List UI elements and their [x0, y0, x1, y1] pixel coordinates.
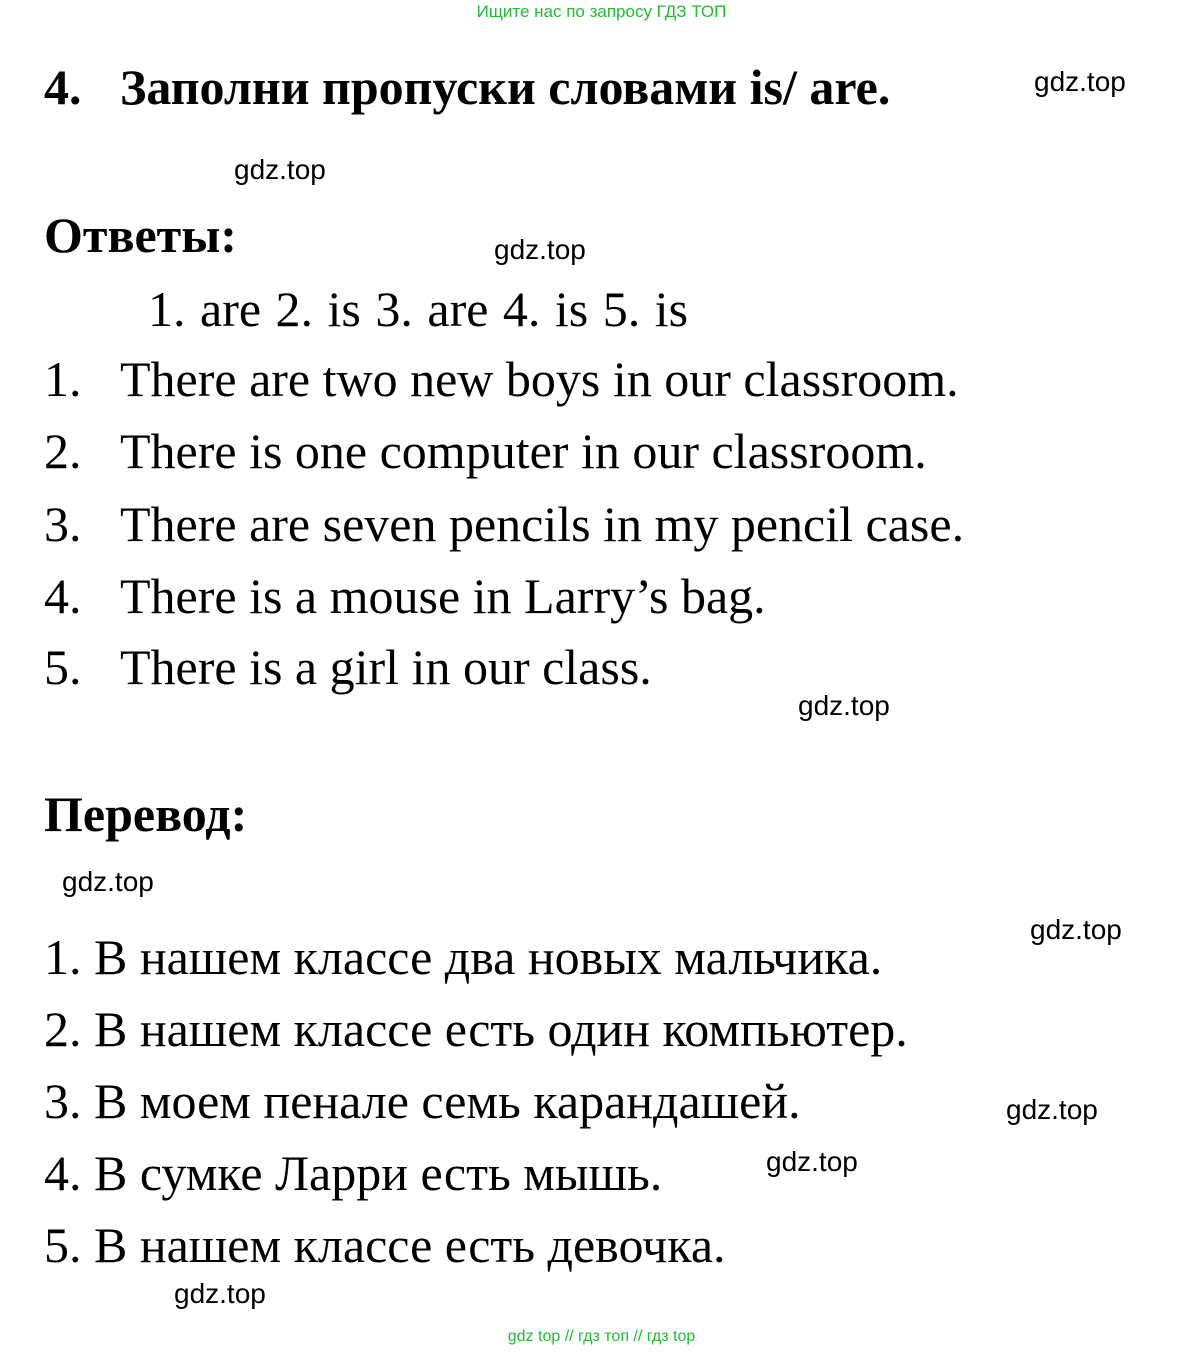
answer-sentence	[44, 422, 927, 480]
translation-heading: Перевод:	[44, 786, 248, 842]
sentence-text: There is a girl in our class.	[120, 639, 652, 695]
translation-line: 3. В моем пенале семь карандашей.	[44, 1073, 801, 1129]
watermark: gdz.top	[798, 690, 890, 721]
sentence-number: 3.	[44, 496, 82, 552]
translation-line: 5. В нашем классе есть девочка.	[44, 1217, 726, 1273]
translation-line: 4. В сумке Ларри есть мышь.	[44, 1145, 663, 1201]
sentence-text: There are seven pencils in my pencil case.	[120, 496, 965, 552]
answers-heading: Ответы:	[44, 207, 237, 263]
sentence-number: 4.	[44, 568, 82, 624]
task-instruction: Заполни пропуски словами is/ are.	[120, 59, 891, 115]
answer-sentence	[44, 567, 766, 625]
watermark: gdz.top	[174, 1278, 266, 1309]
sentence-text: There is a mouse in Larry’s bag.	[120, 568, 766, 624]
translation-line: 1. В нашем классе два новых мальчика.	[44, 929, 883, 985]
footer-banner: gdz top // гдз топ // гдз top	[507, 1328, 696, 1345]
top-banner: Ищите нас по запросу ГДЗ ТОП	[476, 2, 727, 21]
watermark: gdz.top	[1030, 914, 1122, 945]
sentence-number: 1.	[44, 351, 82, 407]
watermark: gdz.top	[1006, 1094, 1098, 1125]
watermark: gdz.top	[1034, 66, 1126, 97]
sentence-number: 2.	[44, 423, 82, 479]
watermark: gdz.top	[494, 234, 586, 265]
answer-sentence	[44, 495, 964, 553]
task-number: 4.	[44, 59, 82, 115]
watermark: gdz.top	[766, 1146, 858, 1177]
answer-sentence	[44, 638, 652, 696]
watermark: gdz.top	[62, 866, 154, 897]
sentence-number: 5.	[44, 639, 82, 695]
answer-key: 1. are 2. is 3. are 4. is 5. is	[148, 281, 689, 337]
sentence-text: There are two new boys in our classroom.	[120, 351, 959, 407]
watermark: gdz.top	[234, 154, 326, 185]
answer-sentence	[44, 350, 959, 408]
task-title	[44, 58, 890, 116]
translation-line: 2. В нашем классе есть один компьютер.	[44, 1001, 908, 1057]
sentence-text: There is one computer in our classroom.	[120, 423, 927, 479]
